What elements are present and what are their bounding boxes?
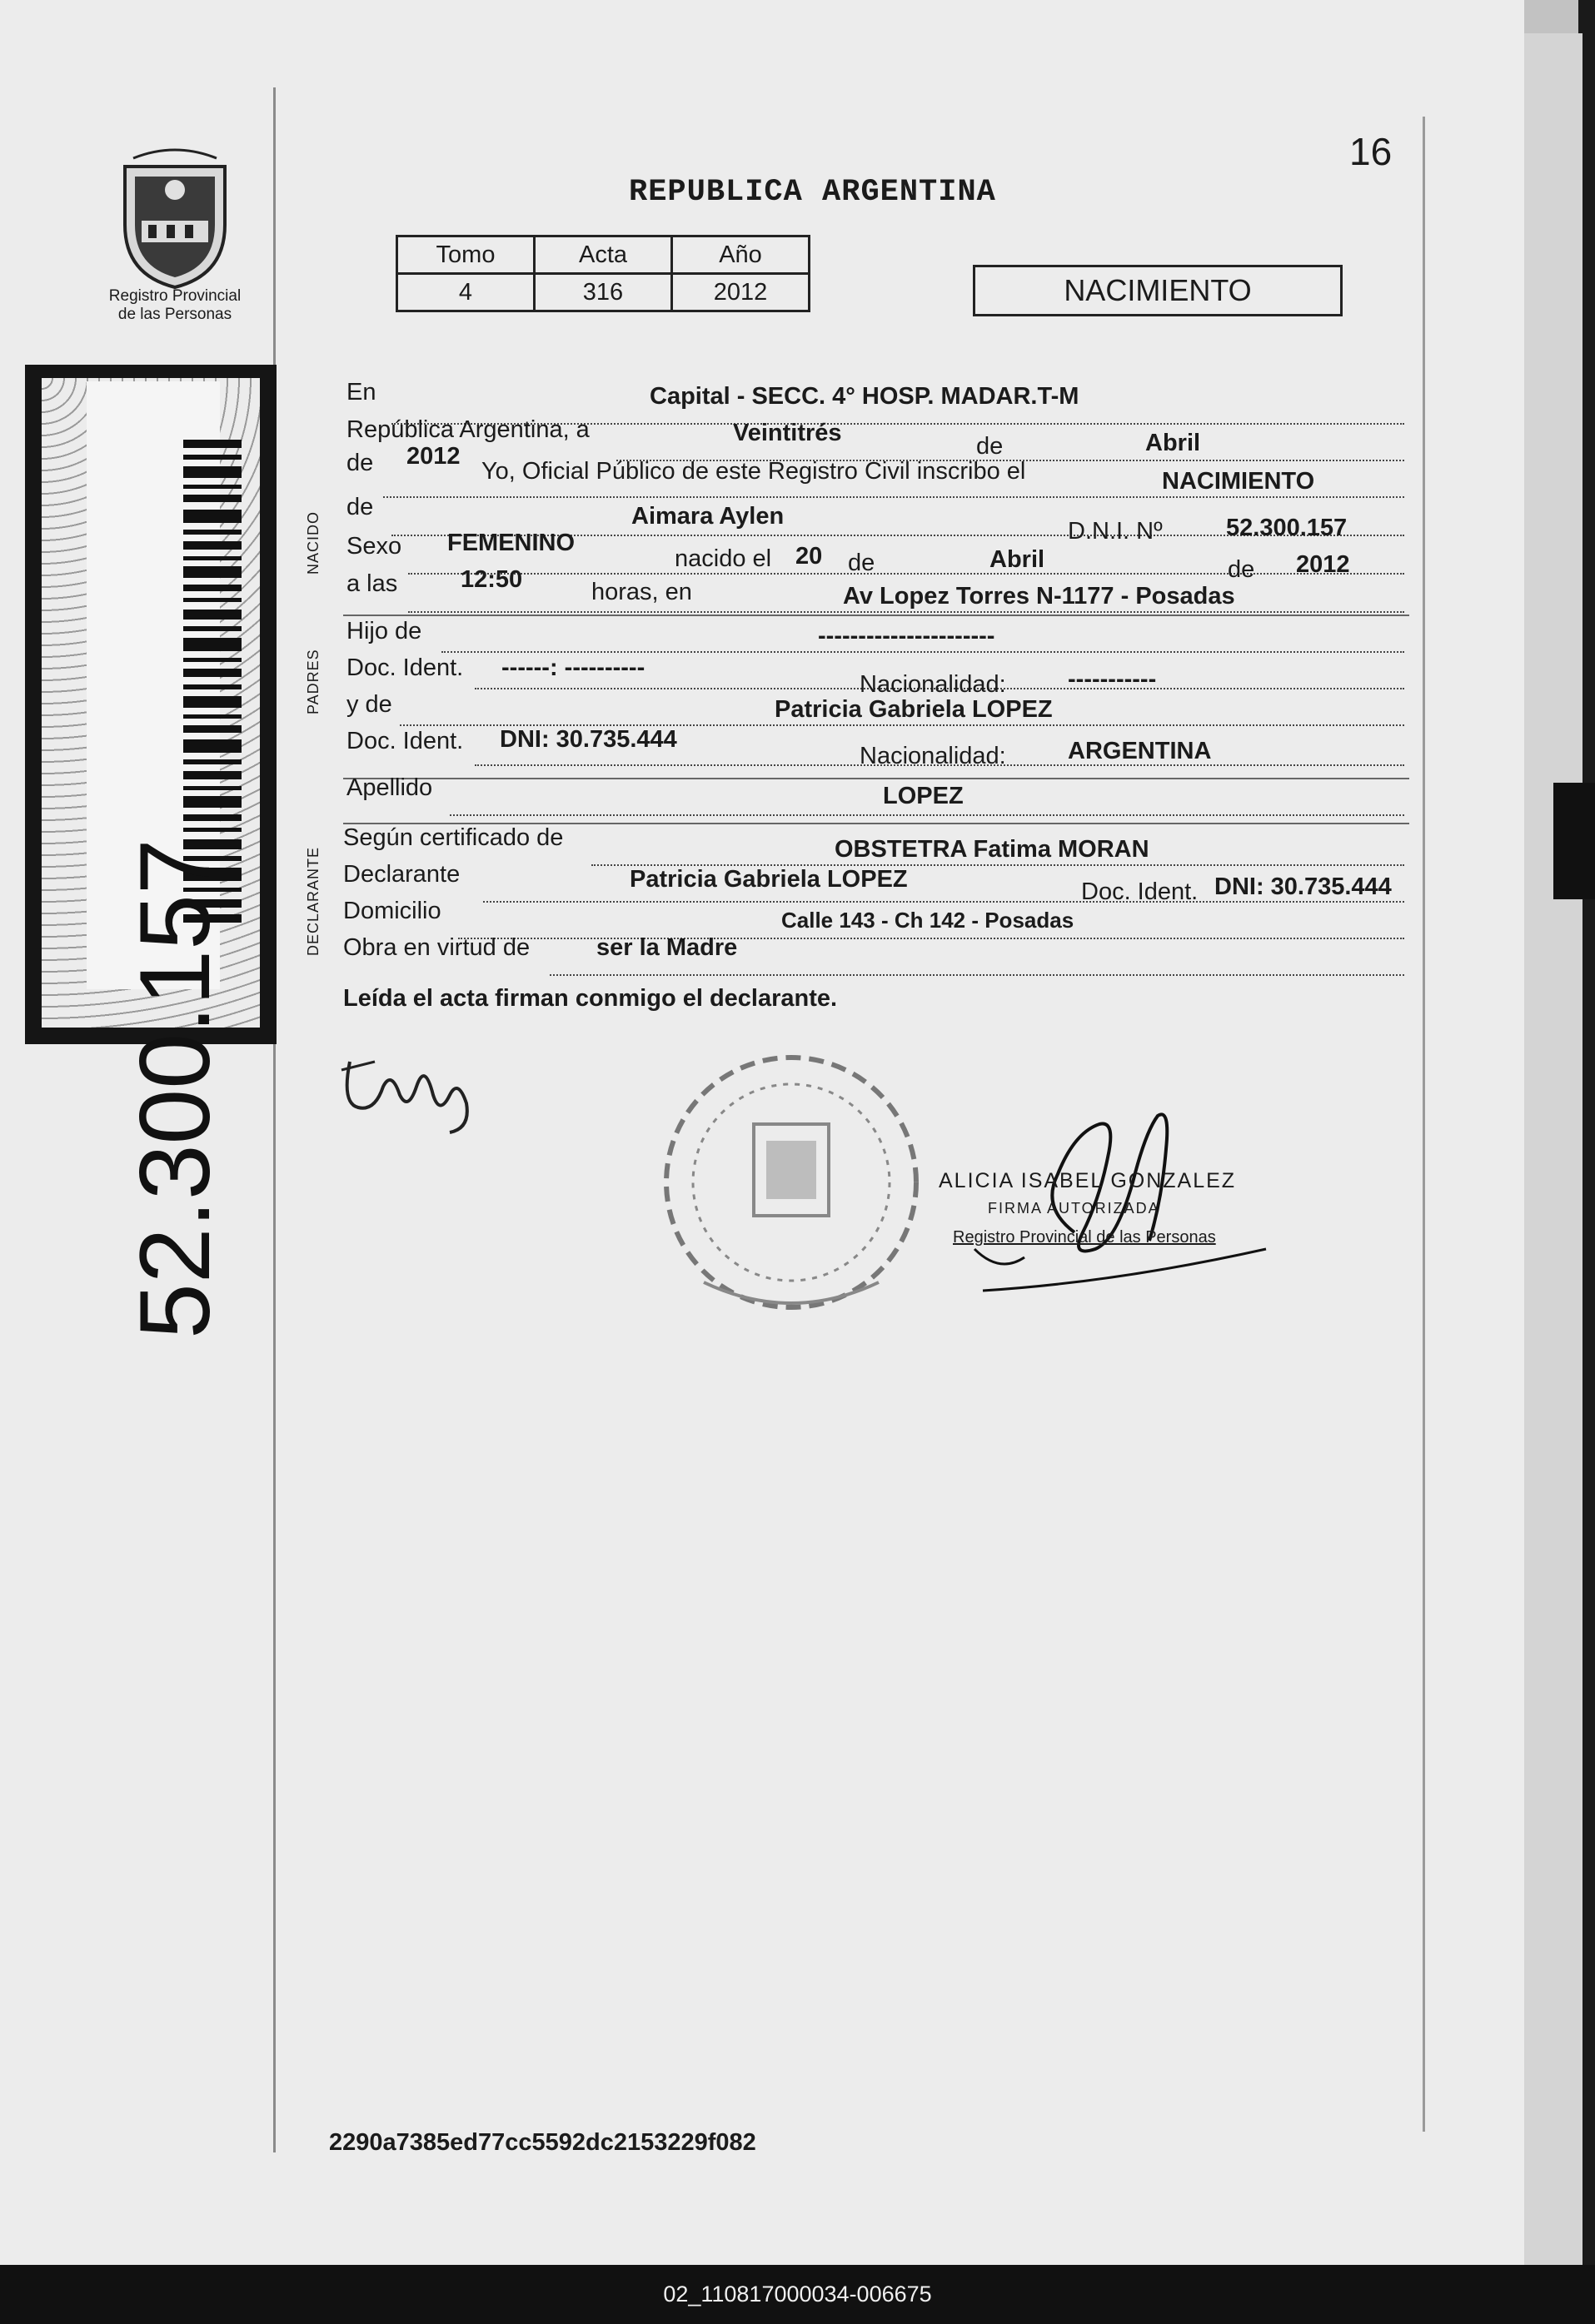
value-act-type: NACIMIENTO [1162, 468, 1315, 495]
label-de-birth-year: de [1228, 556, 1255, 583]
value-birth-month: Abril [989, 546, 1045, 573]
seal-caption [79, 287, 271, 324]
row-line [408, 573, 1404, 575]
section-separator [343, 778, 1409, 779]
book-edge-shadow [1553, 783, 1595, 899]
value-tomo: 4 [397, 274, 535, 311]
row-line [550, 974, 1404, 976]
value-time: 12:50 [461, 566, 523, 593]
value-father: ---------------------- [818, 623, 995, 649]
section-label-nacido: NACIDO [305, 510, 321, 575]
barcode-sticker [25, 365, 277, 1339]
row-line [483, 901, 1404, 903]
closing-statement: Leída el acta firman conmigo el declarante. [343, 985, 838, 1012]
value-surname: LOPEZ [883, 783, 964, 809]
value-place: Capital - SECC. 4° HOSP. MADAR.T-M [650, 383, 1079, 410]
label-doc-ident-2: Doc. Ident. [346, 728, 464, 754]
section-label-declarante: DECLARANTE [305, 846, 321, 956]
label-yo-oficial: Yo, Oficial Público de este Registro Civil inscribo el [481, 458, 1026, 485]
header-tomo: Tomo [397, 236, 535, 274]
value-birth-day: 20 [795, 543, 823, 570]
label-doc-ident-1: Doc. Ident. [346, 654, 464, 681]
value-birth-place: Av Lopez Torres N-1177 - Posadas [843, 583, 1235, 610]
label-en: En [346, 379, 376, 406]
value-father-doc: ------: ---------- [501, 654, 645, 681]
signatory-registry: Registro Provincial de las Personas [953, 1228, 1216, 1247]
value-acting-as: ser la Madre [596, 934, 738, 961]
seal-caption-line1: Registro Provincial [108, 287, 242, 305]
signatory-name: ALICIA ISABEL GONZALEZ [939, 1169, 1237, 1192]
value-acta: 316 [535, 274, 672, 311]
label-horas-en: horas, en [591, 579, 692, 605]
seal-caption-line2: de las Personas [117, 306, 232, 323]
value-birth-year: 2012 [1296, 551, 1350, 578]
label-republica-a: República Argentina, a [346, 416, 590, 443]
label-y-de: y de [346, 691, 392, 718]
barcode-number: 52.300.157 [119, 839, 231, 1339]
label-nacionalidad-1: Nacionalidad: [860, 671, 1006, 698]
value-dni: 52.300.157 [1226, 515, 1348, 541]
label-a-las: a las [346, 570, 398, 597]
label-de-name: de [346, 494, 374, 520]
value-mother: Patricia Gabriela LOPEZ [775, 696, 1053, 723]
document-hash: 2290a7385ed77cc5592dc2153229f082 [329, 2129, 756, 2156]
label-de-day: de [848, 550, 875, 576]
label-dni: D.N.I. Nº [1068, 518, 1163, 545]
declarant-signature [333, 1037, 483, 1137]
label-sexo: Sexo [346, 533, 402, 560]
row-line [383, 496, 1404, 498]
label-declarante: Declarante [343, 861, 461, 888]
label-doc-ident-3: Doc. Ident. [1081, 878, 1199, 905]
scan-id-bar [0, 2265, 1595, 2324]
record-table [396, 235, 810, 312]
label-obra-en-virtud: Obra en virtud de [343, 934, 531, 961]
value-certificate: OBSTETRA Fatima MORAN [835, 836, 1149, 863]
right-margin-line [1423, 117, 1425, 2132]
value-sex: FEMENINO [447, 530, 576, 556]
section-label-padres: PADRES [305, 649, 321, 714]
label-domicilio: Domicilio [343, 898, 441, 924]
label-hijo-de: Hijo de [346, 618, 422, 644]
scan-id: 02_110817000034-006675 [663, 2282, 932, 2307]
value-ano: 2012 [672, 274, 810, 311]
value-day-words: Veintitrés [733, 420, 842, 446]
label-de-month: de [976, 433, 1004, 460]
section-separator [343, 615, 1409, 616]
value-address: Calle 143 - Ch 142 - Posadas [781, 908, 1074, 933]
label-segun-certificado: Según certificado de [343, 824, 564, 851]
value-father-nationality: ----------- [1068, 666, 1157, 693]
signatory-role: FIRMA AUTORIZADA [988, 1200, 1160, 1217]
official-stamp [654, 1033, 929, 1332]
row-line [450, 814, 1404, 816]
value-name: Aimara Aylen [631, 503, 785, 530]
value-declarant: Patricia Gabriela LOPEZ [630, 866, 908, 893]
header-acta: Acta [535, 236, 672, 274]
label-apellido: Apellido [346, 774, 433, 801]
provincial-seal-icon [108, 142, 242, 291]
record-type-box: NACIMIENTO [973, 265, 1343, 316]
row-line [441, 651, 1404, 653]
value-mother-doc: DNI: 30.735.444 [500, 726, 677, 753]
label-de-year: de [346, 450, 374, 476]
label-nacionalidad-2: Nacionalidad: [860, 743, 1006, 769]
page-number: 16 [1349, 130, 1393, 173]
book-edge [1524, 33, 1583, 2265]
country-heading: REPUBLICA ARGENTINA [629, 175, 996, 210]
value-year: 2012 [406, 443, 461, 470]
header-ano: Año [672, 236, 810, 274]
value-declarant-doc: DNI: 30.735.444 [1214, 873, 1392, 900]
value-mother-nationality: ARGENTINA [1068, 738, 1212, 764]
row-line [408, 611, 1404, 613]
label-nacido-el: nacido el [675, 545, 772, 572]
value-month: Abril [1145, 430, 1201, 456]
